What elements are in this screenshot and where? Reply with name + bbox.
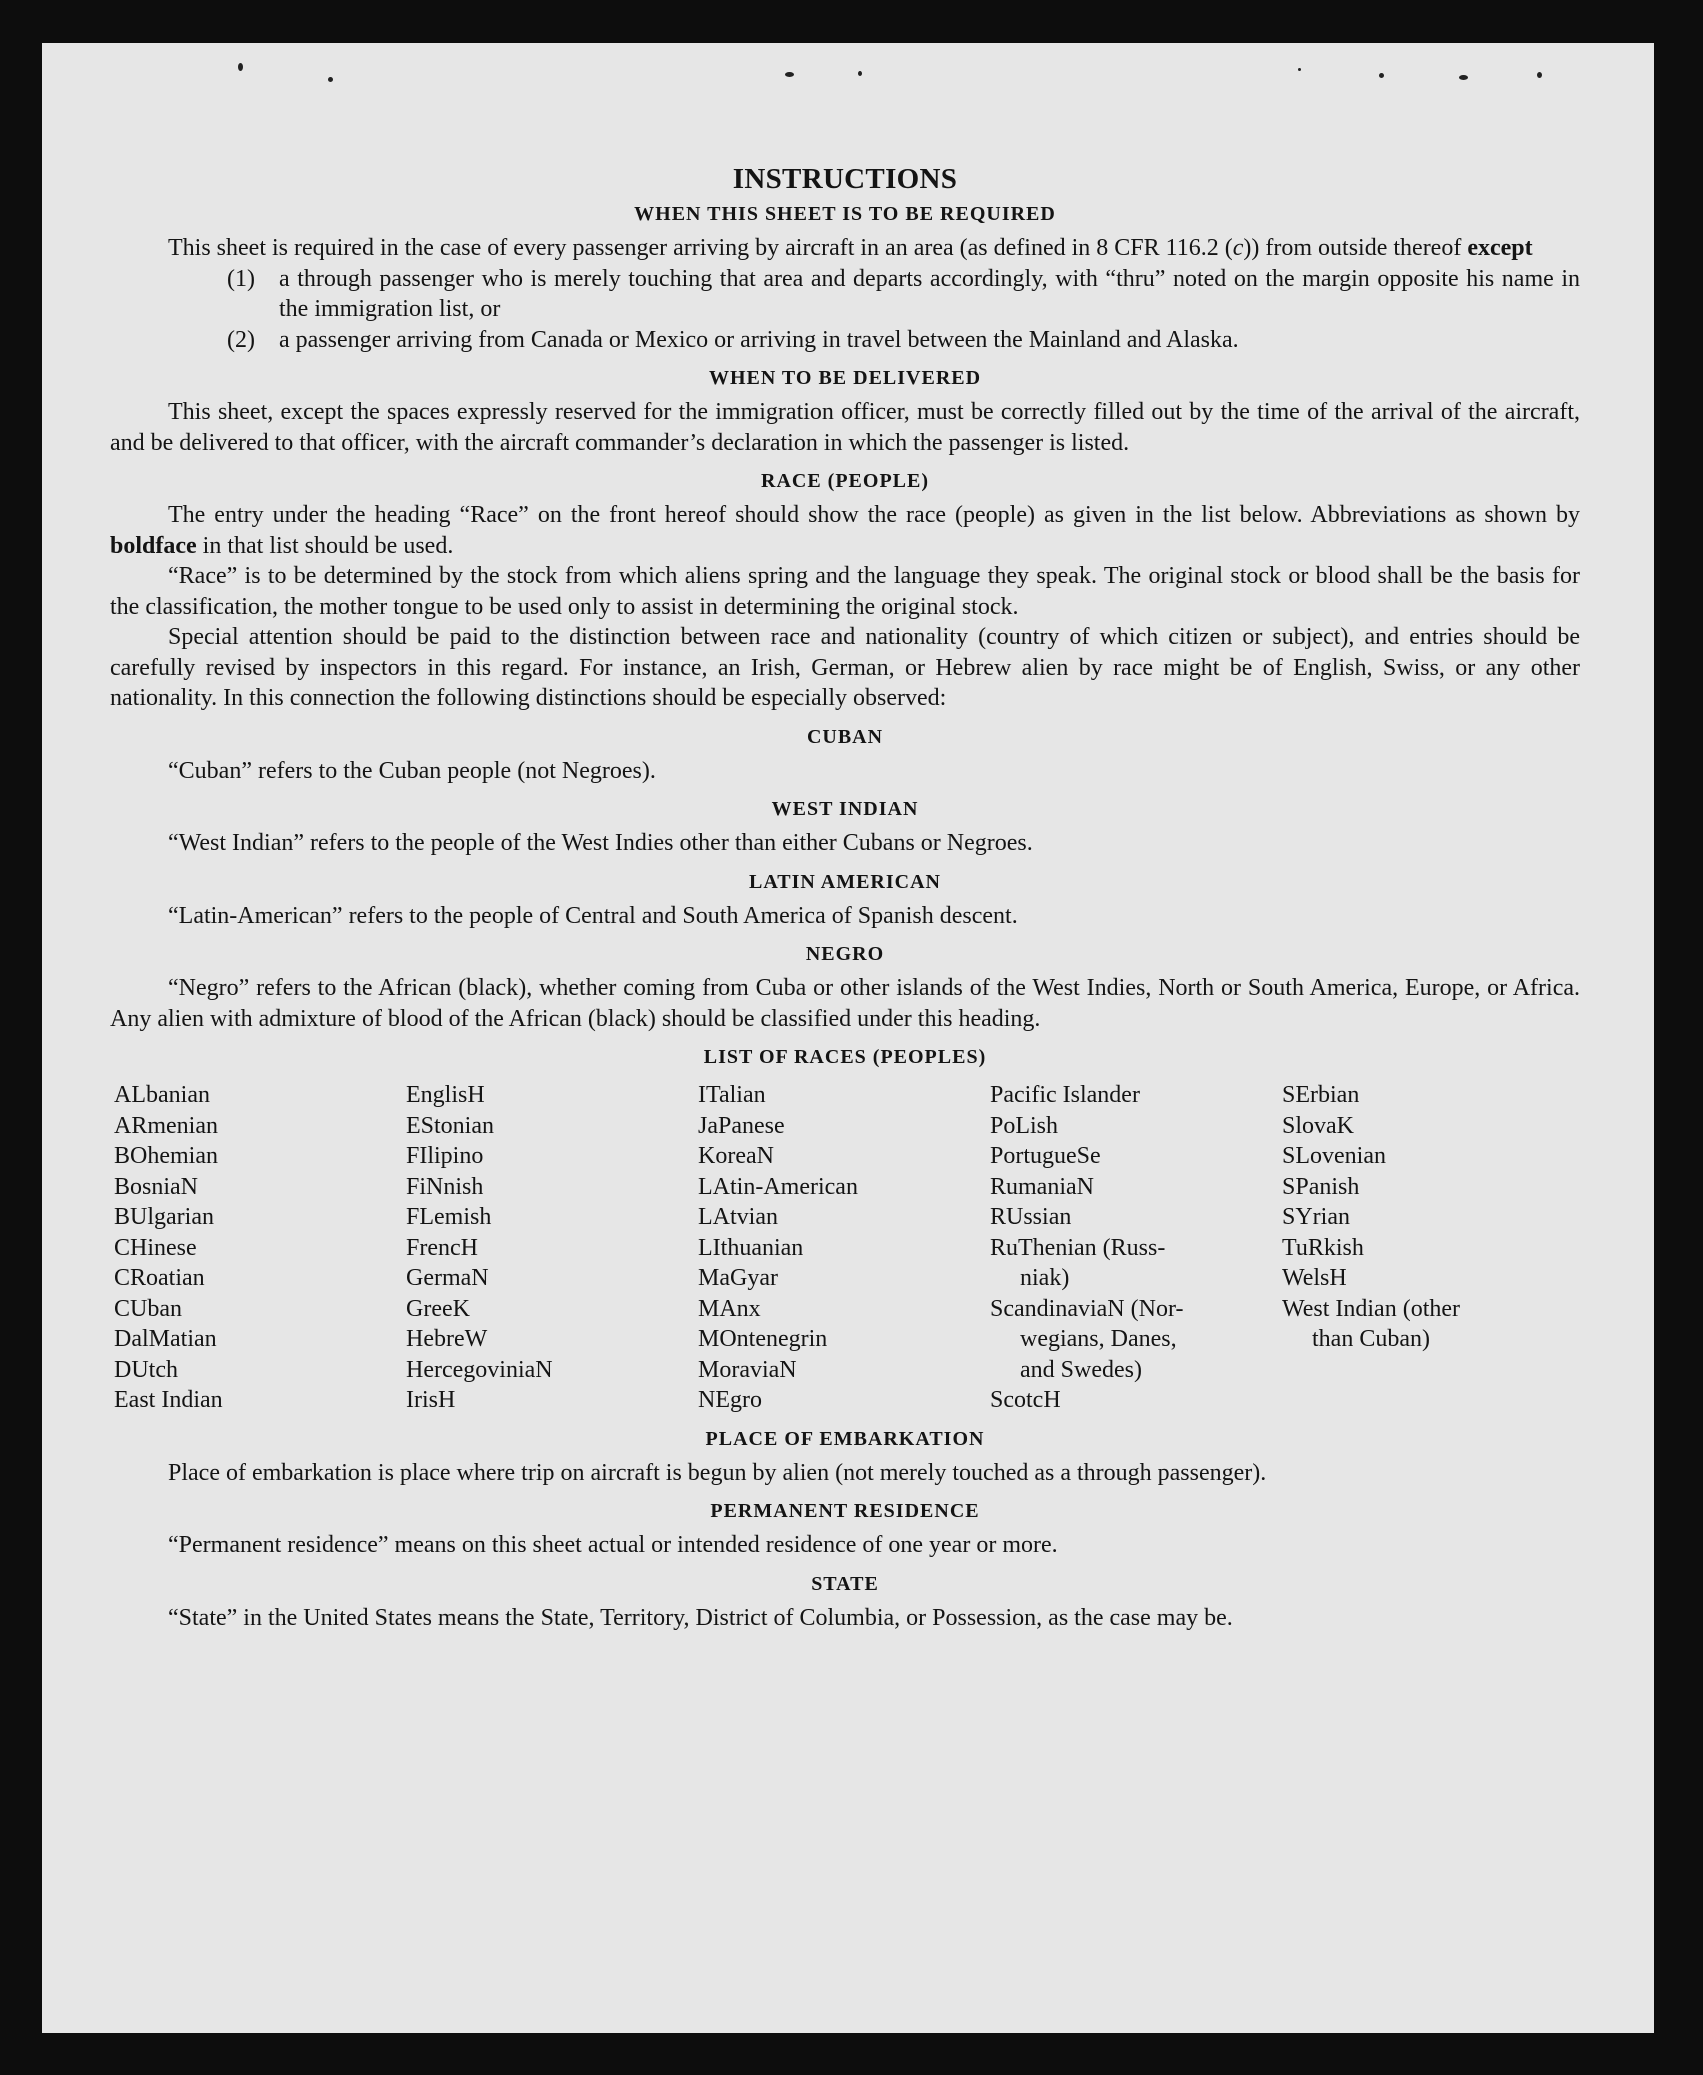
race-entry: DalMatian	[114, 1326, 217, 1352]
race-entry: KoreaN	[698, 1143, 774, 1169]
race-entry: East Indian	[114, 1387, 223, 1413]
when-required-except: except	[1467, 235, 1533, 261]
race-entry: FIlipino	[406, 1143, 484, 1169]
race-entry: BosniaN	[114, 1173, 198, 1200]
race-entry: JaPanese	[698, 1112, 785, 1139]
west-indian-heading: WEST INDIAN	[771, 798, 919, 820]
page-title: INSTRUCTIONS	[732, 163, 958, 195]
races-list	[114, 1080, 1580, 1416]
race-entry: EnglisH	[406, 1082, 485, 1108]
race-entry-continued: and Swedes)	[1020, 1356, 1142, 1383]
document-page	[42, 43, 1654, 2033]
punch-mark	[1537, 72, 1542, 78]
race-entry: GreeK	[406, 1295, 470, 1322]
punch-mark	[785, 72, 794, 77]
race-entry: EStonian	[406, 1112, 494, 1139]
when-required-text: This sheet is required in the case of every passenger arriving by aircraft in an area (as defined in 8 CFR 116.2 (	[168, 235, 1233, 261]
punch-mark	[1459, 75, 1468, 80]
race-entry: RumaniaN	[990, 1173, 1094, 1200]
race-entry: ITalian	[698, 1082, 766, 1108]
race-paragraph-3: Special attention should be paid to the distinction between race and nationality (country of which citizen or subject), and entries should be carefully revised by inspectors in this regard. For instance, an Irish, German, or Hebrew alien by race might be of English, Swiss, or any other nationality. In this connection the following distinctions should be especially observed:	[110, 624, 1580, 711]
cuban-heading: CUBAN	[806, 725, 884, 748]
race-entry: Pacific Islander	[990, 1082, 1140, 1108]
race-entry: ScandinaviaN (Nor-	[990, 1295, 1184, 1322]
race-entry: RuThenian (Russ-	[990, 1234, 1166, 1261]
race-entry: TuRkish	[1282, 1234, 1364, 1261]
race-entry: MAnx	[698, 1295, 761, 1322]
race-entry: SLovenian	[1282, 1143, 1386, 1169]
when-required-heading: WHEN THIS SHEET IS TO BE REQUIRED	[634, 203, 1056, 225]
permanent-residence-heading: PERMANENT RESIDENCE	[710, 1500, 980, 1522]
race-entry-continued: niak)	[1020, 1265, 1070, 1291]
race-text: The entry under the heading “Race” on the front hereof should show the race (people) as given in the list below. Abbreviations as shown by	[168, 502, 1580, 528]
race-entry: NEgro	[698, 1387, 762, 1413]
negro-heading: NEGRO	[805, 943, 885, 965]
race-entry: CHinese	[114, 1234, 197, 1261]
race-entry: LAtin-American	[698, 1173, 858, 1200]
exception-item	[227, 325, 1580, 356]
race-entry: GermaN	[406, 1265, 489, 1291]
race-entry: ARmenian	[114, 1112, 218, 1139]
place-of-embarkation-text: Place of embarkation is place where trip on aircraft is begun by alien (not merely touched as a through passenger).	[168, 1459, 1267, 1486]
race-text-end: in that list should be used.	[196, 532, 454, 559]
race-entry: MoraviaN	[698, 1356, 797, 1383]
state-heading: STATE	[811, 1572, 879, 1595]
when-required-subsection: c	[1232, 235, 1244, 261]
races-column	[406, 1080, 698, 1416]
instructions-content	[110, 161, 1580, 1633]
race-entry: FiNnish	[406, 1173, 484, 1200]
punch-mark	[328, 77, 333, 82]
race-entry: SYrian	[1282, 1204, 1350, 1230]
race-entry: MOntenegrin	[698, 1326, 828, 1352]
races-column	[114, 1080, 406, 1416]
exception-text: a through passenger who is merely touching that area and departs accordingly, with “thru” noted on the margin opposite his name in the immigration list, or	[279, 265, 1580, 322]
race-entry: SErbian	[1282, 1082, 1360, 1108]
race-entry: RUssian	[990, 1204, 1072, 1230]
races-column	[990, 1080, 1282, 1416]
exception-text: a passenger arriving from Canada or Mexico or arriving in travel between the Mainland and Alaska.	[279, 326, 1239, 353]
when-delivered-heading: WHEN TO BE DELIVERED	[708, 367, 982, 389]
punch-mark	[858, 71, 862, 76]
punch-mark	[1379, 73, 1384, 78]
race-entry: PoLish	[990, 1112, 1059, 1139]
race-entry: LIthuanian	[698, 1234, 804, 1261]
race-entry: DUtch	[114, 1356, 178, 1383]
race-entry: PortugueSe	[990, 1143, 1101, 1169]
race-heading: RACE (PEOPLE)	[761, 470, 929, 492]
race-entry: CUban	[114, 1295, 182, 1322]
cuban-text: “Cuban” refers to the Cuban people (not Negroes).	[168, 757, 656, 784]
punch-mark	[238, 63, 243, 71]
latin-american-heading: LATIN AMERICAN	[749, 870, 941, 893]
race-entry: FrencH	[406, 1234, 478, 1261]
race-entry: West Indian (other	[1282, 1295, 1461, 1322]
race-entry: LAtvian	[698, 1204, 778, 1230]
races-column	[698, 1080, 990, 1416]
race-entry: HercegoviniaN	[406, 1356, 553, 1383]
race-entry: SlovaK	[1282, 1112, 1354, 1139]
race-entry-continued: wegians, Danes,	[1020, 1326, 1177, 1352]
list-of-races-heading: LIST OF RACES (PEOPLES)	[703, 1046, 987, 1068]
latin-american-text: “Latin-American” refers to the people of Central and South America of Spanish descent.	[168, 902, 1018, 929]
place-of-embarkation-heading: PLACE OF EMBARKATION	[705, 1427, 985, 1450]
when-required-paragraph	[110, 233, 1580, 264]
race-entry: HebreW	[406, 1326, 488, 1352]
punch-mark	[1298, 68, 1301, 71]
race-entry: WelsH	[1282, 1265, 1347, 1291]
when-required-text-2: )) from outside thereof	[1243, 235, 1468, 261]
permanent-residence-text: “Permanent residence” means on this sheet actual or intended residence of one year or more.	[168, 1532, 1058, 1558]
races-column	[1282, 1080, 1574, 1416]
race-entry: MaGyar	[698, 1265, 778, 1291]
race-boldface-word: boldface	[110, 532, 197, 559]
race-entry: BUlgarian	[114, 1204, 214, 1230]
race-entry: ALbanian	[114, 1082, 210, 1108]
exception-number: (2)	[227, 326, 255, 353]
race-entry: SPanish	[1282, 1173, 1360, 1200]
when-delivered-text: This sheet, except the spaces expressly reserved for the immigration officer, must be correctly filled out by the time of the arrival of the aircraft, and be delivered to that officer, with the aircraft commander’s declaration in which the passenger is listed.	[110, 399, 1580, 456]
race-paragraph-1	[110, 500, 1580, 561]
state-text: “State” in the United States means the State, Territory, District of Columbia, or Possession, as the case may be.	[168, 1604, 1233, 1631]
negro-text: “Negro” refers to the African (black), whether coming from Cuba or other islands of the West Indies, North or South America, Europe, or Africa. Any alien with admixture of blood of the African (black) should be classified under this heading.	[110, 975, 1580, 1032]
race-entry-continued: than Cuban)	[1312, 1326, 1430, 1352]
race-entry: IrisH	[406, 1387, 456, 1413]
exception-number: (1)	[227, 265, 255, 292]
exception-item	[227, 264, 1580, 325]
race-entry: CRoatian	[114, 1265, 205, 1291]
race-entry: ScotcH	[990, 1387, 1061, 1413]
west-indian-text: “West Indian” refers to the people of the West Indies other than either Cubans or Negroes.	[168, 830, 1033, 856]
race-paragraph-2: “Race” is to be determined by the stock from which aliens spring and the language they speak. The original stock or blood shall be the basis for the classification, the mother tongue to be used only to assist in determining the original stock.	[110, 563, 1580, 620]
race-entry: BOhemian	[114, 1143, 218, 1169]
race-entry: FLemish	[406, 1204, 492, 1230]
